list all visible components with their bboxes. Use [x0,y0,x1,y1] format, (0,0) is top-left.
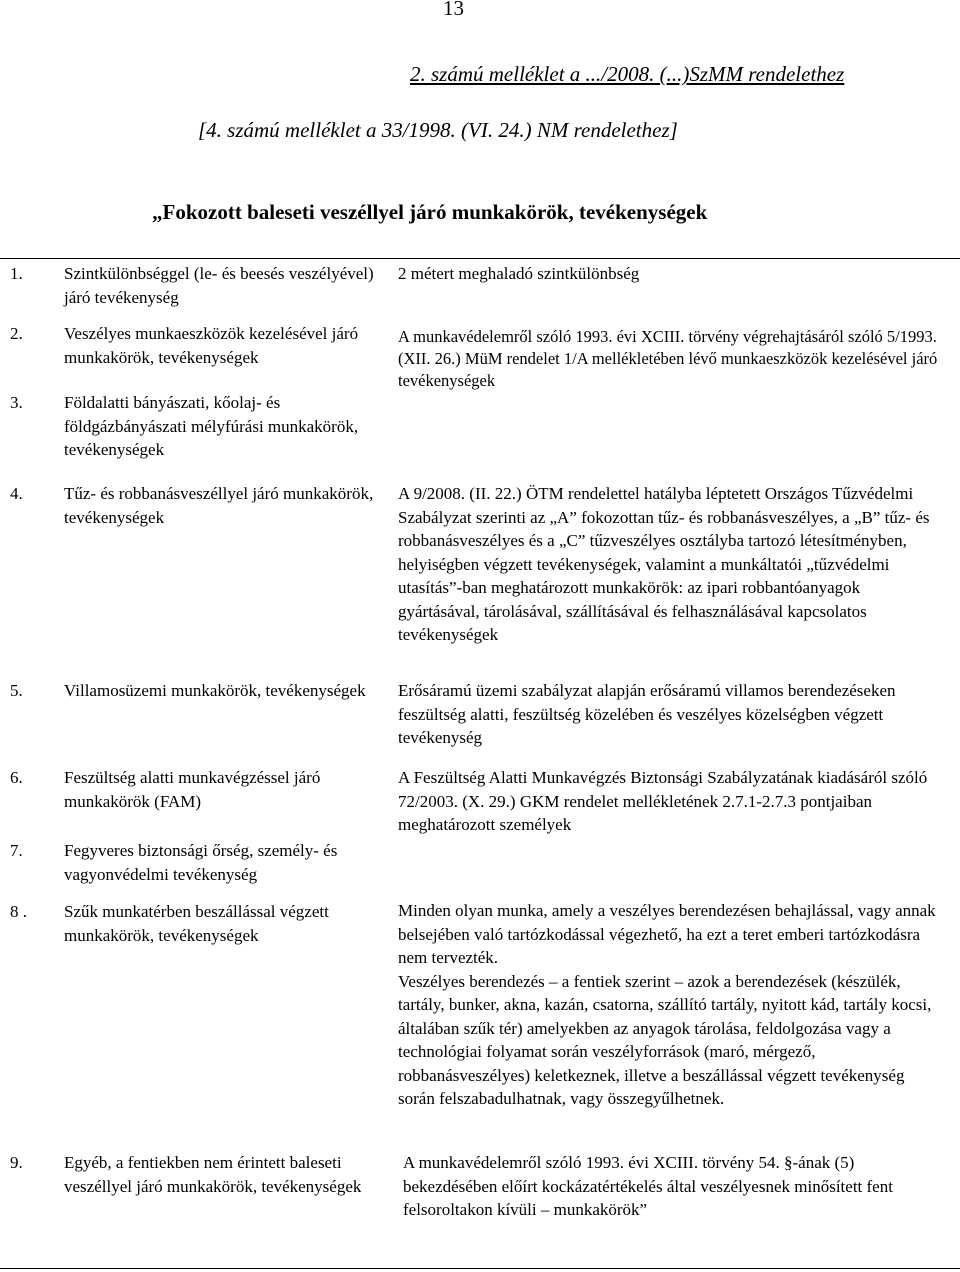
row-number: 8 . [10,902,27,921]
row-number: 2. [10,324,23,343]
row-activity-label: Veszélyes munkaeszközök kezelésével járó munkakörök, tevékenységek [64,324,359,367]
row-description: A munkavédelemről szóló 1993. évi XCIII. törvény 54. §-ának (5) bekezdésében előírt kockázatértékelés által veszélyesnek minősített fent felsoroltakon kívüli – munkakörök” [403,1153,893,1219]
row-activity-label: Földalatti bányászati, kőolaj- és földgázbányászati mélyfúrási munkakörök, tevékenységek [64,393,359,459]
annex-subheader: [4. számú melléklet a 33/1998. (VI. 24.) NM rendelethez] [198,118,678,142]
row-description: A Feszültség Alatti Munkavégzés Biztonsági Szabályzatának kiadásáról szóló 72/2003. (X. 29.) GKM rendelet mellékletének 2.7.1-2.7.3 pontjaiban meghatározott személyek [398,768,928,834]
row-description: A 9/2008. (II. 22.) ÖTM rendelettel hatályba léptetett Országos Tűzvédelmi Szabályzat szerinti az „A” fokozottan tűz- és robbanásveszélyes, a „B” tűz- és robbanásveszélyes és a „C” tűzveszélyes osztályba tartozó létesítményben, helyiségben végzett tevékenységek, valamint a munkáltatói „tűzvédelmi utasítás”-ban meghatározott munkakörök: az ipari robbantóanyagok gyártásával, tárolásával, szállításával és felhasználásával kapcsolatos tevékenységek [398,484,930,644]
row-description-paragraph: Veszélyes berendezés – a fentiek szerint – azok a berendezések (készülék, tartály, bunker, akna, kazán, csatorna, szállító tartály, nyitott kád, tartály kocsi, általában szűk tér) amelyekben az anyagok tárolása, feldolgozása vagy a technológiai folyamat során veszélyforrások (maró, mérgező, robbanásveszélyes) keletkeznek, illetve a beszállással végzett tevékenység során felszabadulhatnak, vagy összegyűlhetnek. [398,971,932,1108]
row-number: 5. [10,681,23,700]
document-title: „Fokozott baleseti veszéllyel járó munkakörök, tevékenységek [152,200,708,224]
row-number: 4. [10,484,23,503]
row-activity-label: Egyéb, a fentiekben nem érintett baleseti veszéllyel járó munkakörök, tevékenységek [64,1153,362,1196]
row-activity-label: Villamosüzemi munkakörök, tevékenységek [64,681,366,700]
row-activity-label: Feszültség alatti munkavégzéssel járó munkakörök (FAM) [64,768,321,811]
row-number: 7. [10,841,23,860]
row-number: 1. [10,264,23,283]
row-description: 2 métert meghaladó szintkülönbség [398,264,640,283]
row-number: 6. [10,768,23,787]
table-bottom-border [0,1268,960,1269]
row-description-paragraph: Minden olyan munka, amely a veszélyes berendezésen behajlással, vagy annak belsejében való tartózkodással végezhető, ha ezt a teret emberi tartózkodásra nem tervezték. [398,901,936,967]
table-top-border [0,258,960,259]
row-description: A munkavédelemről szóló 1993. évi XCIII. törvény végrehajtásáról szóló 5/1993. (XII. 26.) MüM rendelet 1/A mellékletében lévő munkaeszközök kezelésével járó tevékenységek [398,327,938,390]
row-activity-label: Fegyveres biztonsági őrség, személy- és vagyonvédelmi tevékenység [64,841,338,884]
row-number: 9. [10,1153,23,1172]
row-description [398,899,943,1111]
row-activity-label: Tűz- és robbanásveszéllyel járó munkakörök, tevékenységek [64,484,374,527]
page-number: 13 [443,0,464,20]
row-number: 3. [10,393,23,412]
row-description: Erősáramú üzemi szabályzat alapján erősáramú villamos berendezéseken feszültség alatti, feszültség közelében és veszélyes közelségben végzett tevékenység [398,681,896,747]
row-activity-label: Szűk munkatérben beszállással végzett munkakörök, tevékenységek [64,902,329,945]
row-activity-label: Szintkülönbséggel (le- és beesés veszélyével) járó tevékenység [64,264,374,307]
annex-header: 2. számú melléklet a .../2008. (...)SzMM rendelethez [410,62,845,86]
